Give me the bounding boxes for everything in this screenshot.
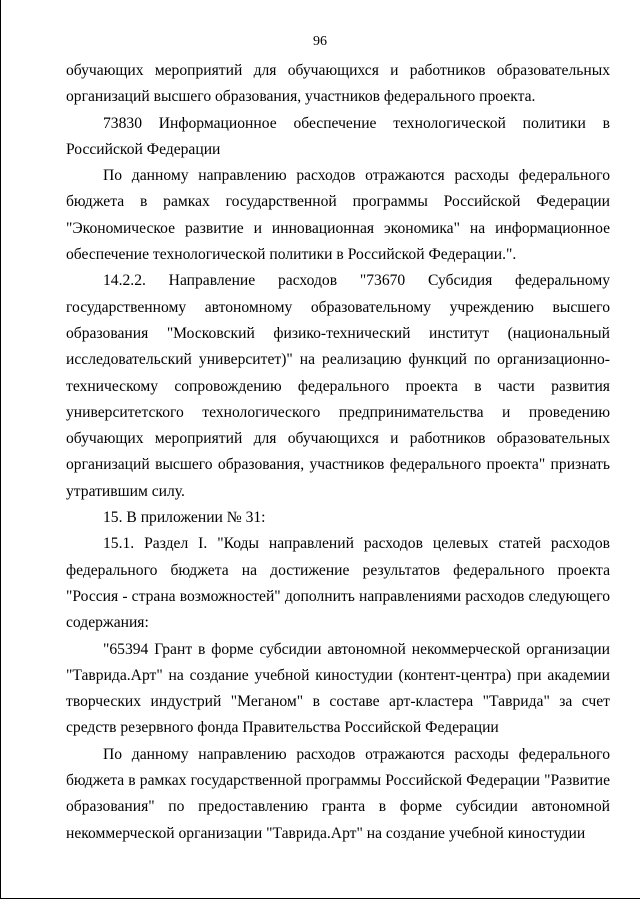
paragraph-continuation: обучающих мероприятий для обучающихся и работников образовательных организаций высшего образования, участников федерального проекта. [66,62,610,106]
document-body [66,58,610,847]
page-number: 96 [313,34,327,49]
paragraph-15-1: 15.1. Раздел I. "Коды направлений расходов целевых статей расходов федерального бюджета на достижение результатов федерального проекта "Россия - страна возможностей" дополнить направлениями расходов следующего содержания: [66,535,610,632]
paragraph-heading-73830: 73830 Информационное обеспечение технологической политики в Российской Федерации [66,114,610,158]
paragraph-73830-description: По данному направлению расходов отражаются расходы федерального бюджета в рамках государственной программы Российской Федерации "Экономическое развитие и инновационная экономика" на информационное обеспечение технологической политики в Российской Федерации.". [66,167,610,264]
paragraph-15: 15. В приложении № 31: [103,509,266,527]
scan-left-edge [0,0,1,899]
paragraph-65394-description: По данному направлению расходов отражаются расходы федерального бюджета в рамках государственной программы Российской Федерации "Развитие образования" по предоставлению гранта в форме субсидии автономной некоммерческой организации "Таврида.Арт" на создание учебной киностудии [66,745,610,842]
paragraph-65394: "65394 Грант в форме субсидии автономной некоммерческой организации "Таврида.Арт" на создание учебной киностудии (контент-центра) при академии творческих индустрий "Меганом" в составе арт-кластера "Таврида" за счет средств резервного фонда Правительства Российской Федерации [66,640,610,737]
paragraph-14-2-2: 14.2.2. Направление расходов "73670 Субсидия федеральному государственному автономному образовательному учреждению высшего образования "Московский физико-технический институт (национальный исследовательский университет)" на реализацию функций по организационно-техническому сопровождению федерального проекта в части развития университетского технологического предпринимательства и проведению обучающих мероприятий для обучающихся и работников образовательных организаций высшего образования, участников федерального проекта" признать утратившим силу. [66,272,610,500]
